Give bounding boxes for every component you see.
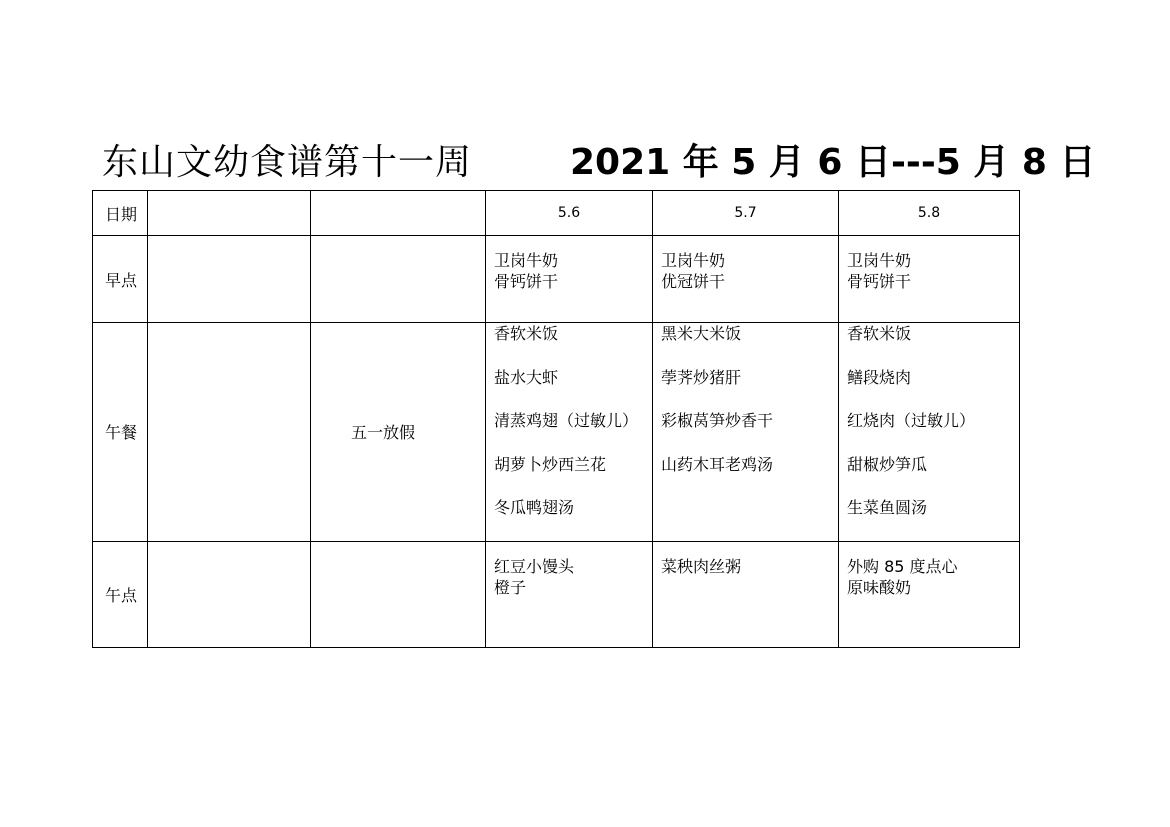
menu-item: 冬瓜鸭翅汤 xyxy=(494,498,575,517)
empty-cell xyxy=(148,541,311,647)
menu-item: 清蒸鸡翅（过敏儿） xyxy=(494,411,639,430)
menu-item: 橙子 xyxy=(494,577,527,597)
menu-item: 彩椒莴笋炒香干 xyxy=(661,411,774,430)
menu-item: 卫岗牛奶 xyxy=(661,251,726,270)
row-label-snack: 午点 xyxy=(93,541,148,647)
menu-item: 卫岗牛奶 xyxy=(494,251,559,270)
menu-item: 鳝段烧肉 xyxy=(847,367,912,387)
menu-item: 红豆小馒头 xyxy=(494,556,575,576)
menu-item: 骨钙饼干 xyxy=(847,272,912,291)
menu-item: 香软米饭 xyxy=(494,324,559,343)
menu-item: 原味酸奶 xyxy=(847,577,912,597)
menu-item: 菜秧肉丝粥 xyxy=(661,556,742,576)
menu-item: 荸荠炒猪肝 xyxy=(661,367,742,387)
date-header: 5.7 xyxy=(653,191,839,236)
menu-title: 东山文幼食谱第十一周 xyxy=(102,142,473,183)
menu-cell xyxy=(486,236,653,323)
menu-cell xyxy=(653,541,839,647)
lunch-row xyxy=(93,323,1020,542)
menu-cell xyxy=(486,541,653,647)
empty-cell xyxy=(148,236,311,323)
row-label-date: 日期 xyxy=(93,191,148,236)
snack-row xyxy=(93,541,1020,647)
empty-cell xyxy=(311,236,486,323)
menu-item: 卫岗牛奶 xyxy=(847,251,912,270)
menu-cell xyxy=(653,323,839,542)
menu-cell xyxy=(653,236,839,323)
menu-cell xyxy=(839,236,1020,323)
menu-item: 骨钙饼干 xyxy=(494,272,559,291)
empty-cell xyxy=(148,191,311,236)
menu-item: 山药木耳老鸡汤 xyxy=(661,454,774,474)
date-row xyxy=(93,191,1020,236)
holiday-note: 五一放假 xyxy=(311,323,486,542)
empty-cell xyxy=(311,541,486,647)
menu-item: 香软米饭 xyxy=(847,324,912,343)
menu-item: 优冠饼干 xyxy=(661,272,726,291)
menu-item: 红烧肉（过敏儿） xyxy=(847,411,976,430)
breakfast-row xyxy=(93,236,1020,323)
menu-item: 甜椒炒笋瓜 xyxy=(847,454,928,474)
menu-cell xyxy=(839,323,1020,542)
menu-item: 外购 85 度点心 xyxy=(847,556,958,576)
date-header: 5.6 xyxy=(486,191,653,236)
menu-item: 黑米大米饭 xyxy=(661,324,742,343)
row-label-lunch: 午餐 xyxy=(93,323,148,542)
empty-cell xyxy=(311,191,486,236)
menu-item: 盐水大虾 xyxy=(494,367,559,387)
menu-item: 胡萝卜炒西兰花 xyxy=(494,454,607,474)
menu-cell xyxy=(839,541,1020,647)
empty-cell xyxy=(148,323,311,542)
menu-table xyxy=(92,190,1020,648)
date-header: 5.8 xyxy=(839,191,1020,236)
row-label-breakfast: 早点 xyxy=(93,236,148,323)
menu-item: 生菜鱼圆汤 xyxy=(847,498,928,517)
menu-cell xyxy=(486,323,653,542)
date-range: 2021 年 5 月 6 日---5 月 8 日 xyxy=(570,142,1096,183)
